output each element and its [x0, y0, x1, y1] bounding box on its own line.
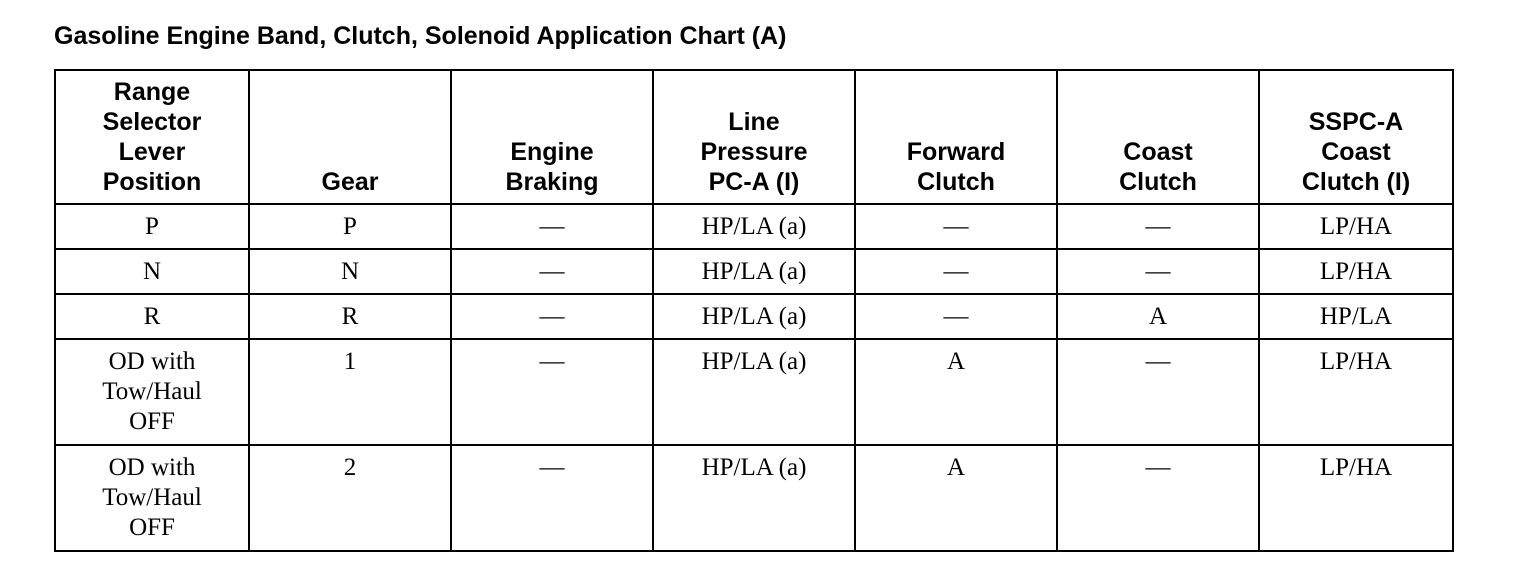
cell-sspc-coast-clutch: LP/HA — [1259, 445, 1453, 551]
cell-gear: 2 — [249, 445, 451, 551]
column-header-label: Forward Clutch — [906, 138, 1006, 196]
column-header-range-selector — [55, 70, 249, 204]
cell-gear: P — [249, 204, 451, 249]
cell-engine-braking: — — [451, 339, 653, 445]
cell-coast-clutch: — — [1057, 204, 1259, 249]
column-header-line-pressure — [653, 70, 855, 204]
column-header-engine-braking — [451, 70, 653, 204]
column-header-gear — [249, 70, 451, 204]
cell-engine-braking: — — [451, 249, 653, 294]
cell-coast-clutch: — — [1057, 339, 1259, 445]
cell-sspc-coast-clutch: LP/HA — [1259, 249, 1453, 294]
cell-forward-clutch: A — [855, 445, 1057, 551]
application-chart-table — [54, 69, 1454, 552]
cell-sspc-coast-clutch: LP/HA — [1259, 204, 1453, 249]
cell-position: OD with Tow/Haul OFF — [55, 445, 249, 551]
chart-title: Gasoline Engine Band, Clutch, Solenoid Application Chart (A) — [54, 22, 787, 50]
column-header-label: Coast Clutch — [1119, 138, 1197, 196]
cell-position: N — [55, 249, 249, 294]
column-header-label: Gear — [321, 168, 379, 196]
column-header-sspc-coast-clutch — [1259, 70, 1453, 204]
cell-sspc-coast-clutch: HP/LA — [1259, 294, 1453, 339]
column-header-label: Range Selector Lever Position — [102, 78, 202, 196]
cell-forward-clutch: — — [855, 204, 1057, 249]
cell-gear: N — [249, 249, 451, 294]
column-header-label: Line Pressure PC-A (I) — [700, 108, 808, 196]
cell-forward-clutch: — — [855, 294, 1057, 339]
header-row — [55, 70, 1453, 204]
cell-line-pressure: HP/LA (a) — [653, 294, 855, 339]
column-header-coast-clutch — [1057, 70, 1259, 204]
cell-forward-clutch: A — [855, 339, 1057, 445]
cell-coast-clutch: — — [1057, 249, 1259, 294]
cell-coast-clutch: — — [1057, 445, 1259, 551]
table-row — [55, 249, 1453, 294]
cell-position: OD with Tow/Haul OFF — [55, 339, 249, 445]
table-row — [55, 445, 1453, 551]
column-header-label: SSPC-A Coast Clutch (I) — [1301, 108, 1411, 196]
column-header-label: Engine Braking — [505, 138, 599, 196]
cell-forward-clutch: — — [855, 249, 1057, 294]
cell-line-pressure: HP/LA (a) — [653, 204, 855, 249]
cell-line-pressure: HP/LA (a) — [653, 339, 855, 445]
cell-position: P — [55, 204, 249, 249]
cell-engine-braking: — — [451, 294, 653, 339]
column-header-forward-clutch — [855, 70, 1057, 204]
cell-engine-braking: — — [451, 445, 653, 551]
table-row — [55, 204, 1453, 249]
cell-gear: R — [249, 294, 451, 339]
cell-line-pressure: HP/LA (a) — [653, 445, 855, 551]
table-row — [55, 294, 1453, 339]
cell-gear: 1 — [249, 339, 451, 445]
cell-coast-clutch: A — [1057, 294, 1259, 339]
table-row — [55, 339, 1453, 445]
cell-sspc-coast-clutch: LP/HA — [1259, 339, 1453, 445]
cell-line-pressure: HP/LA (a) — [653, 249, 855, 294]
cell-position: R — [55, 294, 249, 339]
cell-engine-braking: — — [451, 204, 653, 249]
